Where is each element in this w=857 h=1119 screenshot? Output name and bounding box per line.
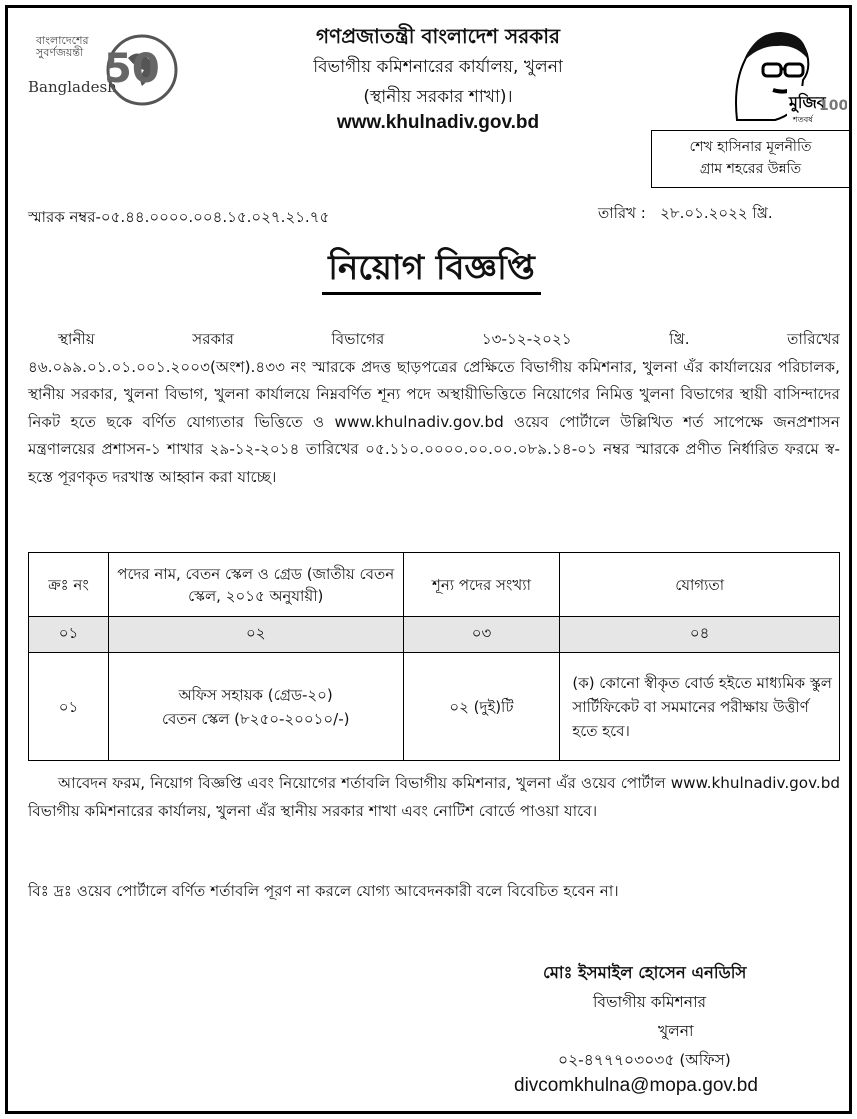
table-column-number-row — [29, 617, 840, 653]
notice-page — [5, 5, 852, 1114]
date-line — [598, 202, 773, 227]
signatory-designation: বিভাগীয় কমিশনার — [593, 993, 707, 1011]
memo-number: স্মারক নম্বর-০৫.৪৪.০০০০.০০৪.১৫.০২৭.২১.৭৫ — [28, 208, 330, 226]
golden-jubilee-logo — [18, 20, 188, 110]
motto-box — [651, 130, 850, 188]
jubilee-emblem-icon — [98, 28, 180, 110]
svg-text:50: 50 — [104, 46, 160, 92]
row-post — [108, 653, 403, 761]
pay-scale: বেতন স্কেল (৮২৫০-২০০১০/-) — [161, 709, 350, 728]
motto-line2: গ্রাম শহরের উন্নতি — [699, 161, 802, 177]
svg-text:শতবর্ষ: শতবর্ষ — [793, 115, 813, 124]
signatory-name: মোঃ ইসমাইল হোসেন এনডিসি — [543, 963, 747, 982]
signatory-place: খুলনা — [658, 1022, 694, 1040]
row-serial: ০১ — [29, 653, 109, 761]
website-link[interactable]: www.khulnadiv.gov.bd — [336, 112, 540, 133]
col-number: ০১ — [29, 617, 109, 653]
portrait-icon — [715, 24, 847, 128]
notice-title-text: নিয়োগ বিজ্ঞপ্তি — [322, 246, 541, 295]
header-vacancies: শূন্য পদের সংখ্যা — [403, 553, 560, 617]
col-number: ০৩ — [403, 617, 560, 653]
office-phone: ০২-৪৭৭৭০৩০৩৫ (অফিস) — [558, 1051, 731, 1069]
intro-first-line: স্থানীয় সরকার বিভাগের ১৩-১২-২০২১ খ্রি. তারিখের — [58, 330, 840, 348]
motto-line1: শেখ হাসিনার মূলনীতি — [689, 139, 812, 155]
col-number: ০৪ — [560, 617, 840, 653]
posts-table — [28, 552, 840, 761]
logo-text-line2: সুবর্ণজয়ন্তী — [36, 46, 84, 59]
date-label: তারিখ : — [598, 204, 646, 222]
note-paragraph: বিঃ দ্রঃ ওয়েব পোর্টালে বর্ণিত শর্তাবলি পূরণ না করলে যোগ্য আবেদনকারী বলে বিবেচিত হবেন না। — [28, 882, 619, 900]
intro-paragraph — [28, 326, 840, 491]
row-qualification: (ক) কোনো স্বীকৃত বোর্ড হইতে মাধ্যমিক স্কুল সার্টিফিকেট বা সমমানের পরীক্ষায় উত্তীর্ণ হতে হবে। — [560, 653, 840, 761]
svg-text:100: 100 — [819, 98, 847, 114]
office-email[interactable]: divcomkhulna@mopa.gov.bd — [514, 1075, 758, 1096]
notice-title — [8, 246, 855, 295]
table-row — [29, 653, 840, 761]
svg-text:মুজিব: মুজিব — [789, 93, 826, 112]
govt-name: গণপ্রজাতন্ত্রী বাংলাদেশ সরকার — [316, 24, 560, 48]
date-value: ২৮.০১.২০২২ খ্রি. — [660, 204, 773, 222]
header-serial: ক্রঃ নং — [29, 553, 109, 617]
header-post: পদের নাম, বেতন স্কেল ও গ্রেড (জাতীয় বেতন স্কেল, ২০১৫ অনুযায়ী) — [108, 553, 403, 617]
post-name: অফিস সহায়ক (গ্রেড-২০) — [178, 685, 333, 704]
row-vacancies: ০২ (দুই)টি — [403, 653, 560, 761]
logo-text-line1: বাংলাদেশের — [36, 34, 89, 47]
col-number: ০২ — [108, 617, 403, 653]
table-header-row — [29, 553, 840, 617]
logo-country: Bangladesh — [28, 78, 117, 96]
header-qualification: যোগ্যতা — [560, 553, 840, 617]
office-name: বিভাগীয় কমিশনারের কার্যালয়, খুলনা — [313, 57, 563, 77]
intro-rest: ৪৬.০৯৯.০১.০১.০০১.২০০৩(অংশ).৪৩৩ নং স্মারকে প্রদত্ত ছাড়পত্রের প্রেক্ষিতে বিভাগীয় কমিশনার, খুলনা এঁর কার্যালয়ের পরিচালক, স্থানীয় সরকার, খুলনা বিভাগ, খুলনা কার্যালয়ে নিম্নবর্ণিত শূন্য পদে অস্থায়ীভিত্তিতে নিয়োগের নিমিত্ত খুলনা বিভাগের স্থায়ী বাসিন্দাদের নিকট হতে ছকে বর্ণিত যোগ্যতার ভিত্তিতে ও www.khulnadiv.gov.bd ওয়েব পোর্টালে উল্লিখিত শর্ত সাপেক্ষে জনপ্রশাসন মন্ত্রণালয়ের প্রশাসন-১ শাখার ২৯-১২-২০১৪ তারিখের ০৫.১১০.০০০০.০০.০০.০৮৯.১৪-০১ নম্বর স্মারকে প্রণীত নির্ধারিত ফরমে স্ব-হস্তে পূরণকৃত দরখাস্ত আহ্বান করা যাচ্ছে। — [28, 357, 840, 486]
application-info-paragraph: আবেদন ফরম, নিয়োগ বিজ্ঞপ্তি এবং নিয়োগের শর্তাবলি বিভাগীয় কমিশনার, খুলনা এঁর ওয়েব পোর্টাল www.khulnadiv.gov.bd বিভাগীয় কমিশনারের কার্যালয়, খুলনা এঁর স্থানীয় সরকার শাখা এবং নোটিশ বোর্ডে পাওয়া যাবে। — [28, 774, 840, 820]
branch-name: (স্থানীয় সরকার শাখা)। — [363, 87, 513, 107]
mujib-logo — [715, 24, 847, 128]
